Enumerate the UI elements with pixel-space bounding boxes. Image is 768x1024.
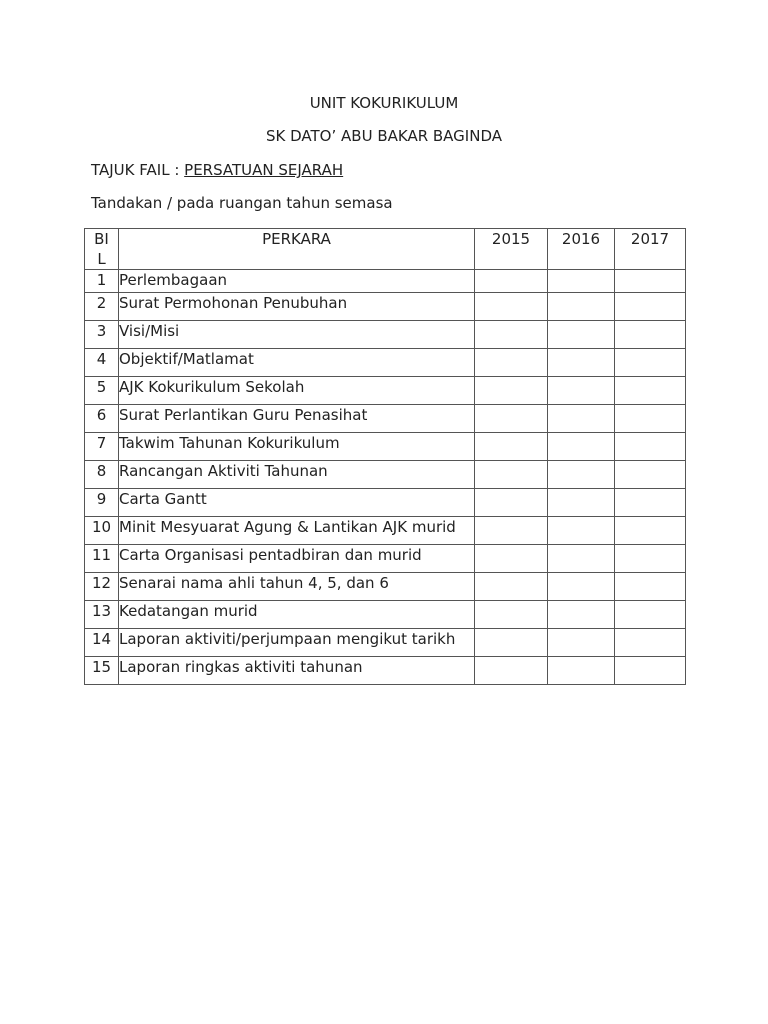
row-item: Minit Mesyuarat Agung & Lantikan AJK murid	[119, 517, 475, 545]
row-number: 2	[85, 293, 119, 321]
checkbox-cell-2015[interactable]	[475, 321, 548, 349]
checkbox-cell-2015[interactable]	[475, 405, 548, 433]
checkbox-cell-2016[interactable]	[548, 629, 615, 657]
row-item: Carta Gantt	[119, 489, 475, 517]
table-row	[85, 489, 686, 517]
row-number: 12	[85, 573, 119, 601]
unit-title: UNIT KOKURIKULUM	[309, 94, 459, 112]
checkbox-cell-2016[interactable]	[548, 349, 615, 377]
row-item: Visi/Misi	[119, 321, 475, 349]
checkbox-cell-2015[interactable]	[475, 545, 548, 573]
row-number: 13	[85, 601, 119, 629]
row-number: 15	[85, 657, 119, 685]
row-item: AJK Kokurikulum Sekolah	[119, 377, 475, 405]
row-item: Surat Perlantikan Guru Penasihat	[119, 405, 475, 433]
checkbox-cell-2017[interactable]	[615, 377, 686, 405]
checkbox-cell-2015[interactable]	[475, 601, 548, 629]
checkbox-cell-2015[interactable]	[475, 517, 548, 545]
checkbox-cell-2017[interactable]	[615, 461, 686, 489]
table-row	[85, 461, 686, 489]
checkbox-cell-2017[interactable]	[615, 293, 686, 321]
row-number: 4	[85, 349, 119, 377]
column-header-year-2015: 2015	[475, 229, 548, 270]
checkbox-cell-2017[interactable]	[615, 657, 686, 685]
checkbox-cell-2016[interactable]	[548, 517, 615, 545]
column-header-year-2017: 2017	[615, 229, 686, 270]
row-number: 1	[85, 270, 119, 293]
checkbox-cell-2015[interactable]	[475, 629, 548, 657]
column-header-bil: BIL	[85, 229, 119, 270]
checkbox-cell-2016[interactable]	[548, 545, 615, 573]
checkbox-cell-2016[interactable]	[548, 433, 615, 461]
checkbox-cell-2015[interactable]	[475, 461, 548, 489]
checkbox-cell-2015[interactable]	[475, 270, 548, 293]
checkbox-cell-2017[interactable]	[615, 573, 686, 601]
row-item: Kedatangan murid	[119, 601, 475, 629]
table-row	[85, 321, 686, 349]
checkbox-cell-2017[interactable]	[615, 517, 686, 545]
checkbox-cell-2015[interactable]	[475, 573, 548, 601]
row-number: 7	[85, 433, 119, 461]
table-row	[85, 405, 686, 433]
checkbox-cell-2016[interactable]	[548, 293, 615, 321]
checkbox-cell-2017[interactable]	[615, 349, 686, 377]
table-row	[85, 293, 686, 321]
checkbox-cell-2016[interactable]	[548, 489, 615, 517]
checkbox-cell-2016[interactable]	[548, 377, 615, 405]
file-title-label: TAJUK FAIL :	[91, 161, 185, 179]
checklist-table	[84, 228, 686, 685]
checkbox-cell-2017[interactable]	[615, 433, 686, 461]
row-number: 9	[85, 489, 119, 517]
checkbox-cell-2016[interactable]	[548, 573, 615, 601]
checkbox-cell-2017[interactable]	[615, 601, 686, 629]
table-row	[85, 270, 686, 293]
row-item: Rancangan Aktiviti Tahunan	[119, 461, 475, 489]
checkbox-cell-2016[interactable]	[548, 461, 615, 489]
checkbox-cell-2016[interactable]	[548, 601, 615, 629]
row-item: Carta Organisasi pentadbiran dan murid	[119, 545, 475, 573]
row-item: Perlembagaan	[119, 270, 475, 293]
row-item: Laporan aktiviti/perjumpaan mengikut tarikh	[119, 629, 475, 657]
checkbox-cell-2016[interactable]	[548, 657, 615, 685]
row-item: Takwim Tahunan Kokurikulum	[119, 433, 475, 461]
row-number: 6	[85, 405, 119, 433]
school-name: SK DATO’ ABU BAKAR BAGINDA	[266, 127, 502, 145]
row-number: 8	[85, 461, 119, 489]
table-row	[85, 629, 686, 657]
checkbox-cell-2015[interactable]	[475, 349, 548, 377]
table-row	[85, 517, 686, 545]
file-title-value: PERSATUAN SEJARAH	[184, 161, 344, 179]
checkbox-cell-2015[interactable]	[475, 293, 548, 321]
row-item: Senarai nama ahli tahun 4, 5, dan 6	[119, 573, 475, 601]
checkbox-cell-2016[interactable]	[548, 321, 615, 349]
checkbox-cell-2017[interactable]	[615, 489, 686, 517]
checkbox-cell-2016[interactable]	[548, 270, 615, 293]
table-row	[85, 573, 686, 601]
checkbox-cell-2017[interactable]	[615, 405, 686, 433]
row-number: 14	[85, 629, 119, 657]
row-number: 3	[85, 321, 119, 349]
column-header-year-2016: 2016	[548, 229, 615, 270]
table-row	[85, 545, 686, 573]
checkbox-cell-2015[interactable]	[475, 489, 548, 517]
checkbox-cell-2017[interactable]	[615, 545, 686, 573]
row-item: Laporan ringkas aktiviti tahunan	[119, 657, 475, 685]
checkbox-cell-2017[interactable]	[615, 270, 686, 293]
row-item: Objektif/Matlamat	[119, 349, 475, 377]
checkbox-cell-2015[interactable]	[475, 433, 548, 461]
checkbox-cell-2017[interactable]	[615, 321, 686, 349]
checkbox-cell-2015[interactable]	[475, 657, 548, 685]
row-number: 11	[85, 545, 119, 573]
table-row	[85, 377, 686, 405]
table-row	[85, 349, 686, 377]
checkbox-cell-2015[interactable]	[475, 377, 548, 405]
checkbox-cell-2016[interactable]	[548, 405, 615, 433]
checkbox-cell-2017[interactable]	[615, 629, 686, 657]
row-number: 10	[85, 517, 119, 545]
row-number: 5	[85, 377, 119, 405]
instruction-text: Tandakan / pada ruangan tahun semasa	[91, 194, 393, 212]
table-row	[85, 657, 686, 685]
row-item: Surat Permohonan Penubuhan	[119, 293, 475, 321]
column-header-perkara: PERKARA	[119, 229, 475, 270]
table-row	[85, 433, 686, 461]
table-header-row	[85, 229, 686, 270]
file-title-line	[91, 161, 343, 179]
table-row	[85, 601, 686, 629]
